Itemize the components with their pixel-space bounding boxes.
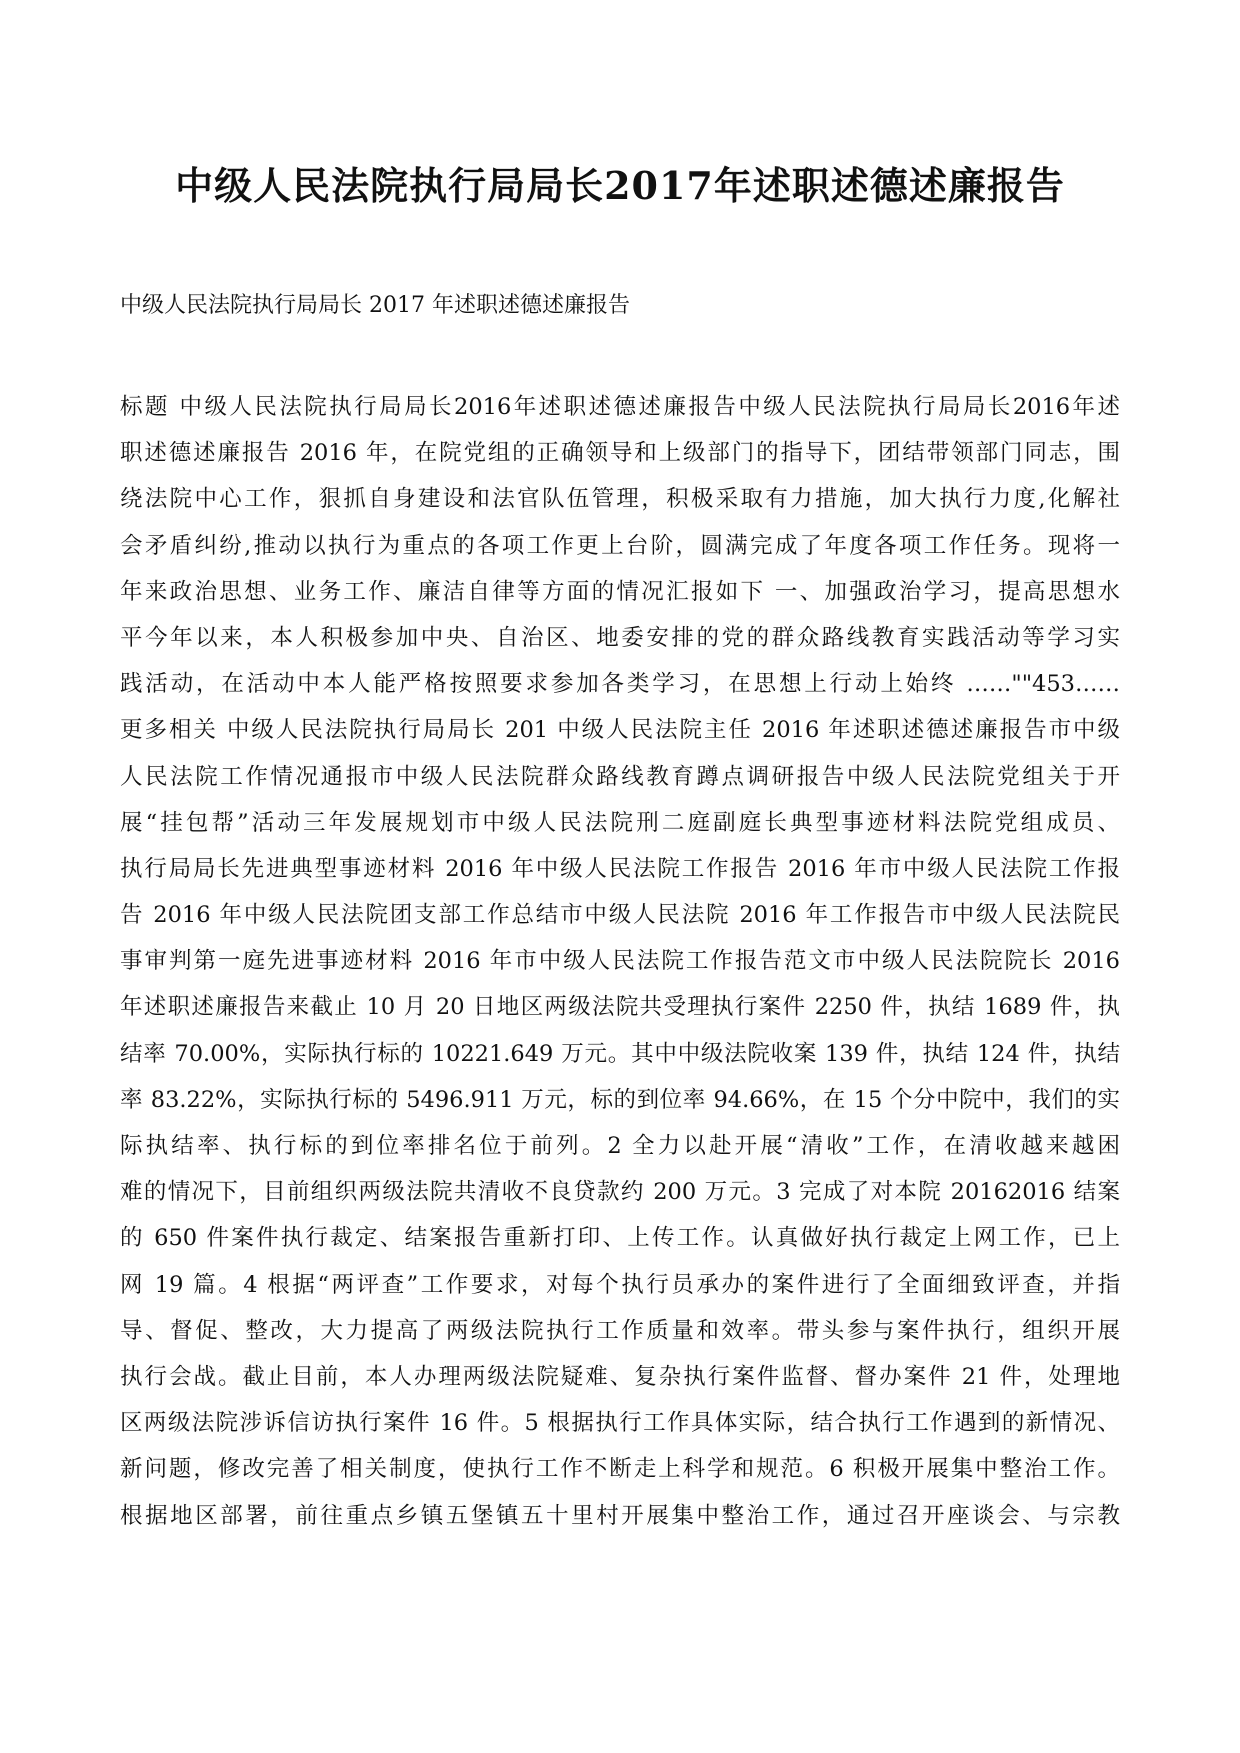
- body-line: 导、督促、整改，大力提高了两级法院执行工作质量和效率。带头参与案件执行，组织开展: [120, 1317, 1120, 1344]
- body-line: 难的情况下，目前组织两级法院共清收不良贷款约 200 万元。3 完成了对本院 20162016 结案: [120, 1179, 1120, 1206]
- body-line: 践活动，在活动中本人能严格按照要求参加各类学习，在思想上行动上始终 ……""453……: [120, 671, 1120, 698]
- body-line: 事审判第一庭先进事迹材料 2016 年市中级人民法院工作报告范文市中级人民法院院长 2016: [120, 948, 1120, 975]
- body-line: 网 19 篇。4 根据“两评查”工作要求，对每个执行员承办的案件进行了全面细致评查，并指: [120, 1271, 1120, 1298]
- body-line: 新问题，修改完善了相关制度，使执行工作不断走上科学和规范。6 积极开展集中整治工作。: [120, 1456, 1120, 1483]
- body-line: 更多相关 中级人民法院执行局局长 201 中级人民法院主任 2016 年述职述德述廉报告市中级: [120, 717, 1120, 744]
- body-line: 执行局局长先进典型事迹材料 2016 年中级人民法院工作报告 2016 年市中级人民法院工作报: [120, 855, 1120, 882]
- body-line: 际执结率、执行标的到位率排名位于前列。2 全力以赴开展“清收”工作，在清收越来越困: [120, 1133, 1120, 1159]
- body-line: 展“挂包帮”活动三年发展规划市中级人民法院刑二庭副庭长典型事迹材料法院党组成员、: [120, 809, 1120, 836]
- body-line: 平今年以来，本人积极参加中央、自治区、地委安排的党的群众路线教育实践活动等学习实: [120, 624, 1120, 651]
- body-line: 职述德述廉报告 2016 年，在院党组的正确领导和上级部门的指导下，团结带领部门同志，围: [120, 440, 1120, 467]
- body-line: 年述职述廉报告来截止 10 月 20 日地区两级法院共受理执行案件 2250 件，执结 1689 件，执: [120, 994, 1120, 1021]
- body-line: 人民法院工作情况通报市中级人民法院群众路线教育蹲点调研报告中级人民法院党组关于开: [120, 763, 1120, 790]
- document-body: [120, 384, 1120, 1724]
- body-line: 执行会战。截止目前，本人办理两级法院疑难、复杂执行案件监督、督办案件 21 件，处理地: [120, 1363, 1120, 1390]
- document-title: 中级人民法院执行局局长2017年述职述德述廉报告: [175, 163, 1065, 208]
- body-line: 结率 70.00%，实际执行标的 10221.649 万元。其中中级法院收案 139 件，执结 124 件，执结: [120, 1040, 1120, 1067]
- document-subtitle: 中级人民法院执行局局长 2017 年述职述德述廉报告: [120, 293, 630, 318]
- body-line: 的 650 件案件执行裁定、结案报告重新打印、上传工作。认真做好执行裁定上网工作，已上: [120, 1225, 1120, 1252]
- body-line: 告 2016 年中级人民法院团支部工作总结市中级人民法院 2016 年工作报告市中级人民法院民: [120, 902, 1120, 929]
- body-line: 区两级法院涉诉信访执行案件 16 件。5 根据执行工作具体实际，结合执行工作遇到的新情况、: [120, 1410, 1120, 1437]
- body-line: 年来政治思想、业务工作、廉洁自律等方面的情况汇报如下 一、加强政治学习，提高思想水: [120, 578, 1120, 605]
- body-line: 率 83.22%，实际执行标的 5496.911 万元，标的到位率 94.66%，在 15 个分中院中，我们的实: [120, 1086, 1120, 1113]
- body-line: 绕法院中心工作，狠抓自身建设和法官队伍管理，积极采取有力措施，加大执行力度,化解社: [120, 486, 1120, 513]
- body-line: 会矛盾纠纷,推动以执行为重点的各项工作更上台阶，圆满完成了年度各项工作任务。现将一: [120, 532, 1120, 559]
- body-line: 标题 中级人民法院执行局局长2016年述职述德述廉报告中级人民法院执行局局长2016年述: [120, 394, 1120, 420]
- body-line: 根据地区部署，前往重点乡镇五堡镇五十里村开展集中整治工作，通过召开座谈会、与宗教: [120, 1502, 1120, 1529]
